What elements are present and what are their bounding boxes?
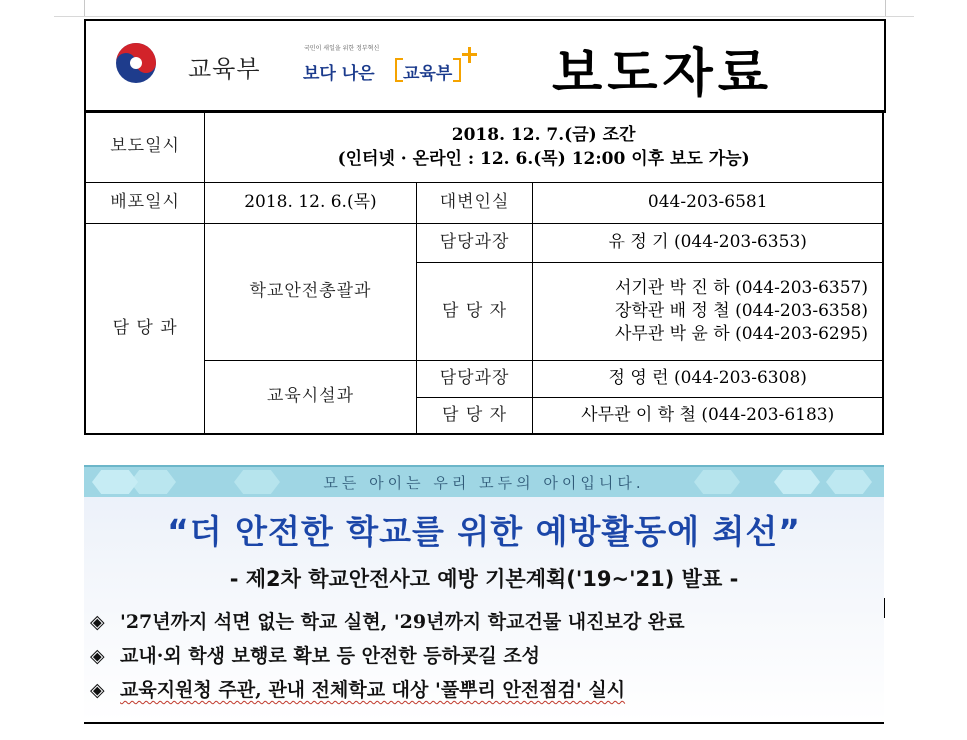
bullet-list [90,605,884,707]
diamond-bullet-icon: ◈ [90,611,105,633]
page-top-border [84,0,886,16]
table-row [85,360,883,397]
banner-motto: 모든 아이는 우리 모두의 아이입니다. [323,474,645,492]
release-label: 보도일시 [85,111,205,182]
list-item [90,673,884,707]
distribution-value: 2018. 12. 6.(목) [205,182,417,223]
spokesperson-phone: 044-203-6581 [533,182,883,223]
plus-icon-bar [462,53,477,56]
department-label: 담 당 과 [85,223,205,434]
slogan-right: 교육부 [403,64,453,84]
dept2-head-value: 정 영 런 (044-203-6308) [533,360,883,397]
diamond-bullet-icon: ◈ [90,645,105,667]
distribution-label: 배포일시 [85,182,205,223]
page-top-line [54,16,914,17]
dept2-head-label: 담당과장 [416,360,533,397]
text-cursor [884,598,885,618]
bracket-right-shape [453,58,461,82]
press-release-title: 보도자료 [552,44,773,104]
spokesperson-label: 대변인실 [416,182,533,223]
dept1-staff-label: 담 당 자 [416,262,533,360]
taegeuk-emblem-icon [114,41,158,85]
dept1-staff-value: 서기관 박 진 하 (044-203-6357) 장학관 배 정 철 (044-203-6358) 사무관 박 윤 하 (044-203-6295) [533,262,883,360]
dept2-name: 교육시설과 [205,360,417,434]
dept1-head-label: 담당과장 [416,223,533,262]
diamond-bullet-icon: ◈ [90,679,105,701]
press-header [84,19,886,113]
release-info-table [84,110,884,435]
slogan-caption: 국민이 새일을 위한 정부혁신 [304,45,380,52]
table-row [85,223,883,262]
bullet-text: 교육지원청 주관, 관내 전체학교 대상 '풀뿌리 안전점검' 실시 [120,679,626,701]
subheadline: - 제2차 학교안전사고 예방 기본계획('19~'21) 발표 - [229,567,739,591]
dept1-head-value: 유 정 기 (044-203-6353) [533,223,883,262]
bracket-left-shape [395,58,403,82]
release-value: 2018. 12. 7.(금) 조간 (인터넷 · 온라인 : 12. 6.(목) 12:00 이후 보도 가능) [205,111,883,182]
bullet-text: '27년까지 석면 없는 학교 실현, '29년까지 학교건물 내진보강 완료 [120,611,685,633]
dept2-staff-value: 사무관 이 학 철 (044-203-6183) [533,397,883,434]
headline-banner [84,465,884,724]
dept1-name: 학교안전총괄과 [205,223,417,360]
headline: “더 안전한 학교를 위한 예방활동에 최선” [167,512,801,551]
dept2-staff-label: 담 당 자 [416,397,533,434]
ministry-name: 교육부 [188,55,261,83]
table-row [85,182,883,223]
slogan-left: 보다 나은 [303,64,375,84]
banner-strip [84,465,884,497]
table-row [85,111,883,182]
list-item [90,605,884,639]
list-item [90,639,884,673]
bullet-text: 교내·외 학생 보행로 확보 등 안전한 등하굣길 조성 [120,645,540,667]
